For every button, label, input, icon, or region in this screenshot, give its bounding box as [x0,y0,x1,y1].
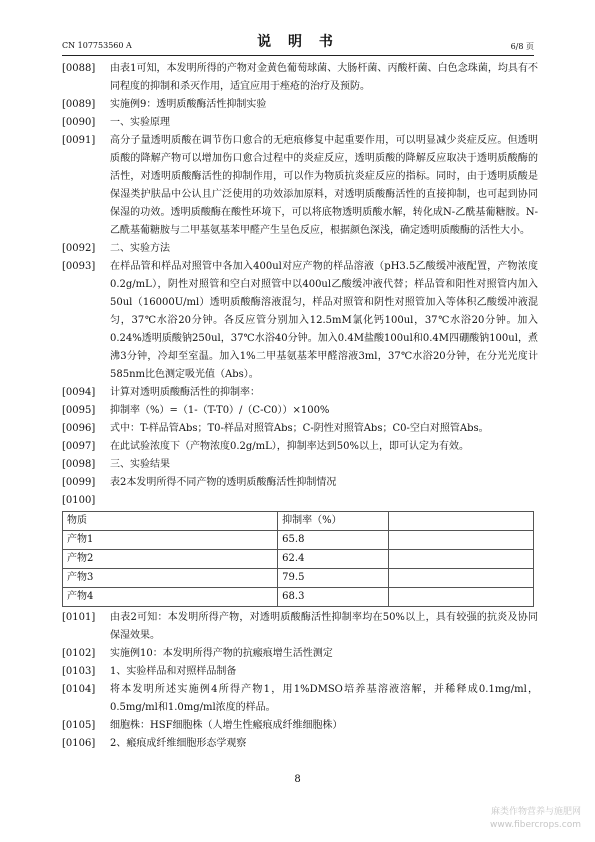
paragraph [62,735,538,753]
paragraph [62,258,538,384]
paragraph [62,402,538,420]
paragraph-text: 式中：T-样品管Abs；T0-样品对照管Abs；C-阴性对照管Abs；C0-空白对照管Abs。 [110,423,489,434]
paragraph [62,717,538,735]
table-header-row [63,512,534,531]
table-row [63,588,534,607]
paragraph-number: [0106] [62,738,96,749]
page-header [62,30,534,56]
paragraph [62,438,538,456]
paragraph [62,663,538,681]
paragraph-number: [0095] [62,405,96,416]
paragraph [62,645,538,663]
table-cell: 产物3 [63,569,278,588]
paragraph-text: 抑制率（%）=（1-（T-T0）/（C-C0））×100% [110,405,330,416]
paragraph-text: 表2本发明所得不同产物的透明质酸酶活性抑制情况 [110,477,337,488]
table-cell [389,588,534,607]
paragraph-text: 计算对透明质酸酶活性的抑制率： [110,387,260,398]
paragraph-number: [0093] [62,261,96,272]
paragraph [62,456,538,474]
table-row [63,550,534,569]
table-row [63,531,534,550]
paragraph [62,474,538,492]
paragraph-number: [0092] [62,243,96,254]
watermark-title: 麻类作物营养与施肥网 [490,807,581,817]
table-row [63,569,534,588]
paragraph-text: 实施例9：透明质酸酶活性抑制实验 [110,99,267,110]
paragraph-number: [0103] [62,666,96,677]
document-body [62,60,538,753]
watermark [490,806,581,832]
table-cell [389,569,534,588]
document-title: 说 明 书 [257,34,339,50]
paragraph-number: [0096] [62,423,96,434]
table-cell [389,550,534,569]
header-divider [62,55,534,56]
page-number: 8 [294,774,301,785]
paragraph [62,492,538,510]
paragraph-text: 由表1可知，本发明所得的产物对金黄色葡萄球菌、大肠杆菌、丙酸杆菌、白色念珠菌，均具有不同程度的抑制和杀灭作用，适宜应用于痤疮的治疗及预防。 [110,63,538,92]
paragraph-number: [0089] [62,99,96,110]
paragraph [62,609,538,645]
paragraph-text: 实施例10：本发明所得产物的抗瘢痕增生活性测定 [110,648,333,659]
paragraph-number: [0101] [62,612,96,623]
paragraph-number: [0088] [62,63,96,74]
paragraph-text: 由表2可知：本发明所得产物，对透明质酸酶活性抑制率均在50%以上，具有较强的抗炎及协同保湿效果。 [110,612,538,641]
paragraph [62,420,538,438]
table-cell: 79.5 [278,569,389,588]
paragraph-text: 二、实验方法 [110,243,170,254]
page-indicator: 6/8 页 [510,42,534,51]
table-cell: 抑制率（%） [278,512,389,531]
table-cell [389,512,534,531]
paragraph-number: [0105] [62,720,96,731]
watermark-url: www.fibercrops.com [490,820,581,830]
paragraph-text: 在此试验浓度下（产物浓度0.2g/mL），抑制率达到50%以上，即可认定为有效。 [110,441,470,452]
paragraph-number: [0098] [62,459,96,470]
table-cell: 产物1 [63,531,278,550]
paragraph-number: [0100] [62,495,96,506]
paragraph-group-before-table [62,60,538,510]
table-cell: 产物4 [63,588,278,607]
table-cell: 68.3 [278,588,389,607]
results-table [62,511,534,607]
table-cell: 62.4 [278,550,389,569]
paragraph-text [110,492,538,510]
paragraph [62,384,538,402]
paragraph-number: [0099] [62,477,96,488]
paragraph [62,132,538,240]
paragraph-number: [0091] [62,135,96,146]
paragraph-group-after-table [62,609,538,753]
paragraph-text: 高分子量透明质酸在调节伤口愈合的无疤痕修复中起重要作用，可以明显减少炎症反应。但透明质酸的降解产物可以增加伤口愈合过程中的炎症反应，透明质酸的降解反应取决于透明质酸酶的活性，对透明质酸酶活性的抑制作用，可以作为物质抗炎症反应的指标。同时，由于透明质酸是保湿类护肤品中公认且广泛使用的功效添加原料，对透明质酸酶活性的直接抑制，也可起到协同保湿的功效。透明质酸酶在酸性环境下，可以将底物透明质酸水解，转化成N-乙酰基葡糖胺。N-乙酰基葡糖胺与二甲基氨基苯甲醛产生呈色反应，根据颜色深浅，确定透明质酸酶的活性大小。 [110,135,538,236]
paragraph-text: 一、实验原理 [110,117,170,128]
paragraph-number: [0102] [62,648,96,659]
table-cell [389,531,534,550]
paragraph-text: 三、实验结果 [110,459,170,470]
paragraph-text: 在样品管和样品对照管中各加入400ul对应产物的样品溶液（pH3.5乙酸缓冲液配置，产物浓度0.2g/mL），阴性对照管和空白对照管中以400ul乙酸缓冲液代替；样品管和阳性对照管内加入50ul（16000U/ml）透明质酸酶溶液混匀，样品对照管和阴性对照管加入等体积乙酸缓冲液混匀，37℃水浴20分钟。各反应管分别加入12.5mM氯化钙100ul，37℃水浴20分钟。加入0.24%透明质酸钠250ul，37℃水浴40分钟。加入0.4M盐酸100ul和0.4M四硼酸钠100ul，煮沸3分钟，冷却至室温。加入1%二甲基氨基苯甲醛溶液3ml，37℃水浴20分钟，在分光光度计585nm比色测定吸光值（Abs）。 [110,261,538,380]
paragraph-number: [0090] [62,117,96,128]
paragraph [62,681,538,717]
paragraph-number: [0097] [62,441,96,452]
paragraph [62,240,538,258]
table-cell: 65.8 [278,531,389,550]
paragraph-text: 将本发明所述实施例4所得产物1，用1%DMSO培养基溶液溶解，并稀释成0.1mg/ml，0.5mg/ml和1.0mg/ml浓度的样品。 [110,684,538,713]
paragraph-text: 2、瘢痕成纤维细胞形态学观察 [110,738,247,749]
paragraph [62,96,538,114]
paragraph-number: [0104] [62,684,96,695]
paragraph-text: 细胞株：HSF细胞株（人增生性瘢痕成纤维细胞株） [110,720,343,731]
table-cell: 产物2 [63,550,278,569]
patent-number: CN 107753560 A [62,41,132,50]
table-cell: 物质 [63,512,278,531]
paragraph [62,114,538,132]
paragraph-number: [0094] [62,387,96,398]
paragraph-text: 1、实验样品和对照样品制备 [110,666,237,677]
paragraph [62,60,538,96]
